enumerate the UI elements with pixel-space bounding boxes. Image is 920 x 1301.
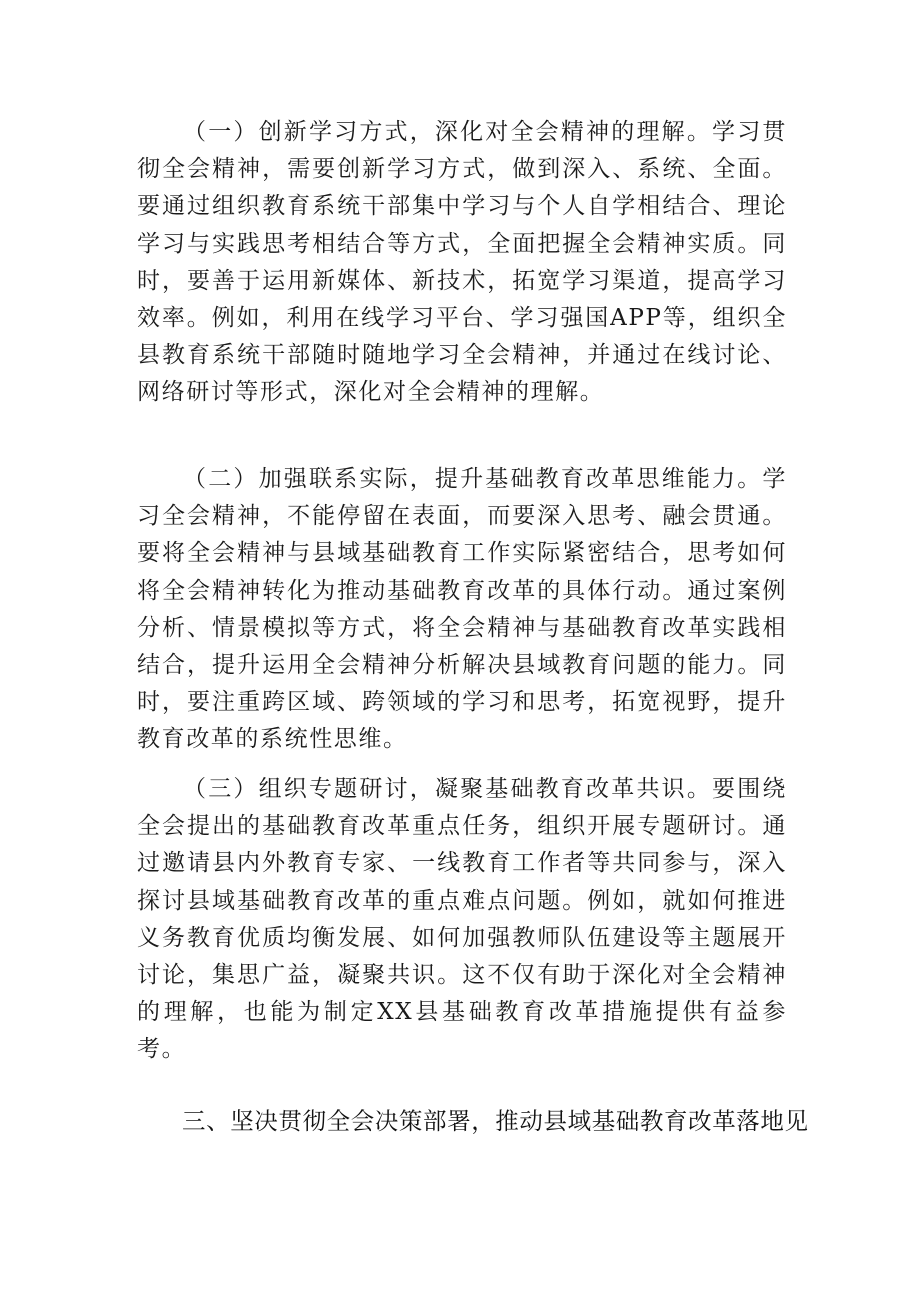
paragraph-innovate-study-methods: （一）创新学习方式，深化对全会精神的理解。学习贯彻全会精神，需要创新学习方式，做到深入、系统、全面。要通过组织教育系统干部集中学习与个人自学相结合、理论学习与实践思考相结合等方式，全面把握全会精神实质。同时，要善于运用新媒体、新技术，拓宽学习渠道，提高学习效率。例如，利用在线学习平台、学习强国APP等，组织全县教育系统干部随时随地学习全会精神，并通过在线讨论、网络研讨等形式，深化对全会精神的理解。 (137, 119, 787, 406)
paragraph-2-block (137, 461, 787, 759)
paragraph-link-to-practice: （二）加强联系实际，提升基础教育改革思维能力。学习全会精神，不能停留在表面，而要深入思考、融会贯通。要将全会精神与县域基础教育工作实际紧密结合，思考如何将全会精神转化为推动基础教育改革的具体行动。通过案例分析、情景模拟等方式，将全会精神与基础教育改革实践相结合，提升运用全会精神分析解决县域教育问题的能力。同时，要注重跨区域、跨领域的学习和思考，拓宽视野，提升教育改革的系统性思维。 (137, 466, 787, 753)
paragraph-thematic-seminars: （三）组织专题研讨，凝聚基础教育改革共识。要围绕全会提出的基础教育改革重点任务，组织开展专题研讨。通过邀请县内外教育专家、一线教育工作者等共同参与，深入探讨县域基础教育改革的重点难点问题。例如，就如何推进义务教育优质均衡发展、如何加强教师队伍建设等主题展开讨论，集思广益，凝聚共识。这不仅有助于深化对全会精神的理解，也能为制定XX县基础教育改革措施提供有益参考。 (137, 776, 787, 1063)
section-heading: 三、坚决贯彻全会决策部署，推动县域基础教育改革落地见 (182, 1107, 809, 1135)
paragraph-3-block (137, 771, 787, 1069)
paragraph-1-block (137, 114, 787, 412)
